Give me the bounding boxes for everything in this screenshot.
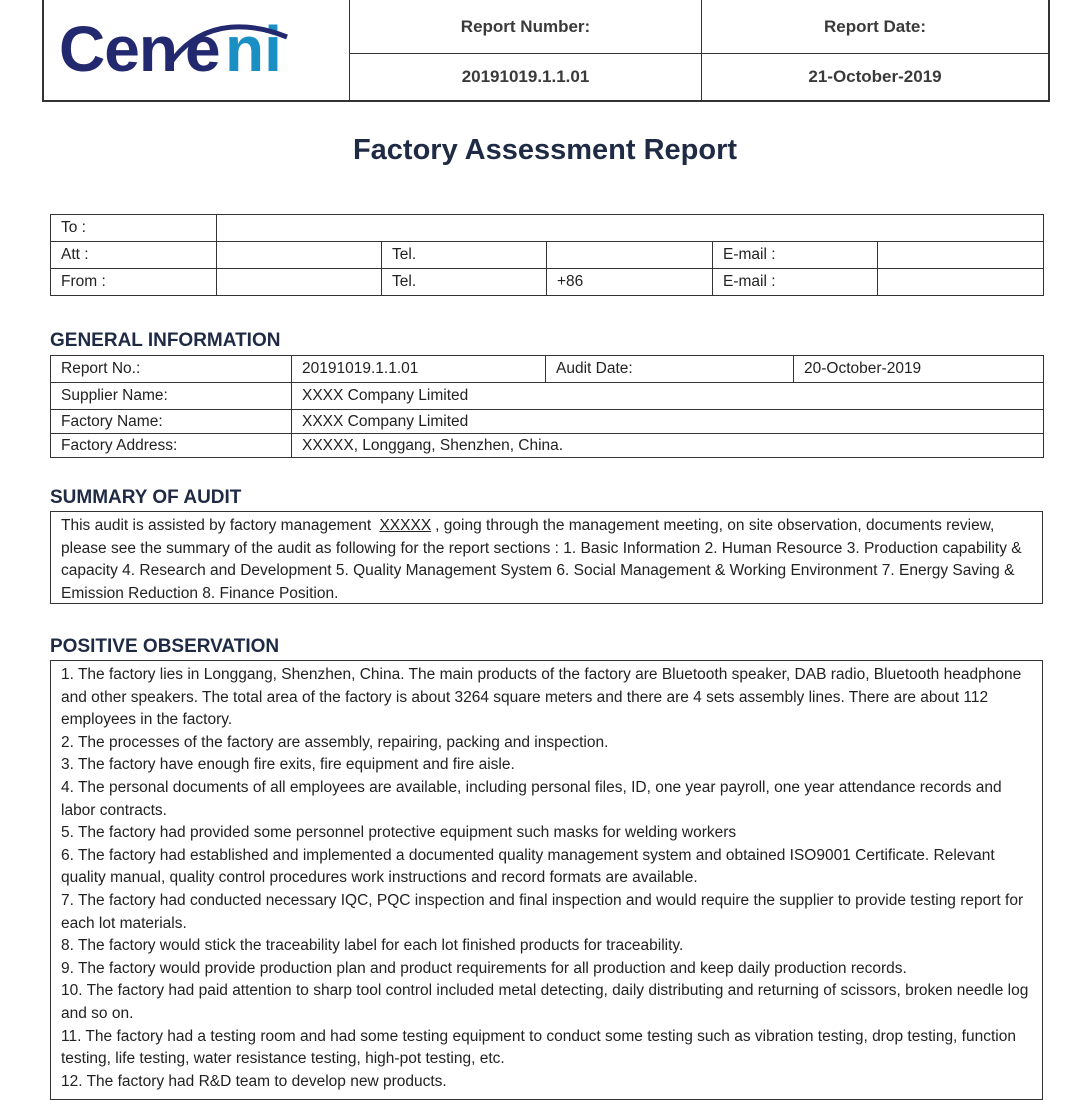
audit-date-label: Audit Date:	[546, 356, 794, 383]
to-value	[217, 215, 1044, 242]
address-value: XXXXX, Longgang, Shenzhen, China.	[292, 434, 1044, 458]
general-information-table	[50, 355, 1044, 458]
observation-item: 3. The factory have enough fire exits, fire equipment and fire aisle.	[61, 756, 515, 774]
factory-value: XXXX Company Limited	[292, 410, 1044, 434]
att-email-label: E-mail :	[713, 242, 878, 269]
report-header	[42, 0, 1050, 102]
observation-item: 2. The processes of the factory are assembly, repairing, packing and inspection.	[61, 733, 609, 751]
from-tel-value: +86	[547, 269, 713, 296]
report-date-label: Report Date:	[702, 0, 1048, 54]
page-title: Factory Assessment Report	[352, 134, 738, 166]
to-label: To :	[51, 215, 217, 242]
supplier-label: Supplier Name:	[51, 383, 292, 410]
logo-cell	[44, 0, 350, 100]
observation-item: 7. The factory had conducted necessary IQC, PQC inspection and final inspection and would require the supplier to provide testing report for each lot materials.	[61, 891, 1024, 932]
report-date-value: 21-October-2019	[808, 67, 942, 86]
company-logo	[57, 15, 337, 85]
report-no-row	[51, 356, 1044, 383]
factory-label: Factory Name:	[51, 410, 292, 434]
from-tel-label: Tel.	[382, 269, 547, 296]
summary-heading: SUMMARY OF AUDIT	[50, 487, 242, 508]
svg-text:e: e	[184, 15, 221, 85]
contact-table	[50, 214, 1044, 296]
report-no-value: 20191019.1.1.01	[292, 356, 546, 383]
from-email-label: E-mail :	[713, 269, 878, 296]
report-number-label: Report Number:	[350, 0, 701, 54]
att-email-value	[878, 242, 1044, 269]
svg-text:Cen: Cen	[58, 15, 177, 85]
report-number-value: 20191019.1.1.01	[461, 67, 590, 86]
to-row	[51, 215, 1044, 242]
report-no-label: Report No.:	[51, 356, 292, 383]
observation-item: 4. The personal documents of all employees are available, including personal files, ID, one year payroll, one year attendance records and labor contracts.	[61, 778, 1002, 819]
observation-item: 1. The factory lies in Longgang, Shenzhen, China. The main products of the factory are Bluetooth speaker, DAB radio, Bluetooth headphone and other speakers. The total area of the factory is about 3264 square meters and there are 4 sets assembly lines. There are about 112 employees in the factory.	[61, 666, 1022, 729]
summary-box	[50, 511, 1043, 604]
address-row	[51, 434, 1044, 458]
att-value	[217, 242, 382, 269]
report-date-column	[701, 0, 1048, 100]
positive-observation-heading: POSITIVE OBSERVATION	[50, 636, 280, 657]
supplier-value: XXXX Company Limited	[292, 383, 1044, 410]
factory-row	[51, 410, 1044, 434]
att-tel-label: Tel.	[382, 242, 547, 269]
summary-text-before: This audit is assisted by factory management	[61, 517, 372, 534]
address-label: Factory Address:	[51, 434, 292, 458]
observation-item: 10. The factory had paid attention to sharp tool control included metal detecting, daily distributing and returning of scissors, broken needle log and so on.	[61, 982, 1029, 1022]
summary-text-after: , going through the management meeting, on site observation, documents review, please see the summary of the audit as following for the report sections : 1. Basic Information 2. Human Resource 3. Production capability & capacity 4. Research and Development 5. Quality Management System 6. Social Management & Working Environment 7. Energy Saving & Emission Reduction 8. Finance Position.	[61, 517, 1022, 602]
report-number-column	[350, 0, 701, 100]
general-information-heading: GENERAL INFORMATION	[50, 330, 281, 351]
from-label: From :	[51, 269, 217, 296]
att-label: Att :	[51, 242, 217, 269]
positive-observation-box	[50, 660, 1043, 1100]
observation-item: 8. The factory would stick the traceability label for each lot finished products for traceability.	[61, 937, 684, 955]
summary-text	[61, 515, 1032, 605]
observation-item: 9. The factory would provide production plan and product requirements for all production and keep daily production records.	[61, 959, 907, 977]
summary-underlined: XXXXX	[379, 517, 432, 534]
observation-item: 11. The factory had a testing room and had some testing equipment to conduct some testing such as vibration testing, drop testing, function testing, life testing, water resistance testing, high-pot testing, etc.	[61, 1027, 1016, 1068]
from-row	[51, 269, 1044, 296]
svg-text:ni: ni	[224, 15, 282, 85]
observation-item: 5. The factory had provided some personnel protective equipment such masks for welding workers	[61, 824, 737, 842]
from-email-value	[878, 269, 1044, 296]
observation-item: 6. The factory had established and implemented a documented quality management system and obtained ISO9001 Certificate. Relevant quality manual, quality control procedures work instructions and record formats are available.	[61, 846, 995, 887]
att-row	[51, 242, 1044, 269]
from-value	[217, 269, 382, 296]
observation-item: 12. The factory had R&D team to develop new products.	[61, 1072, 447, 1090]
att-tel-value	[547, 242, 713, 269]
audit-date-value: 20-October-2019	[794, 356, 1044, 383]
supplier-row	[51, 383, 1044, 410]
